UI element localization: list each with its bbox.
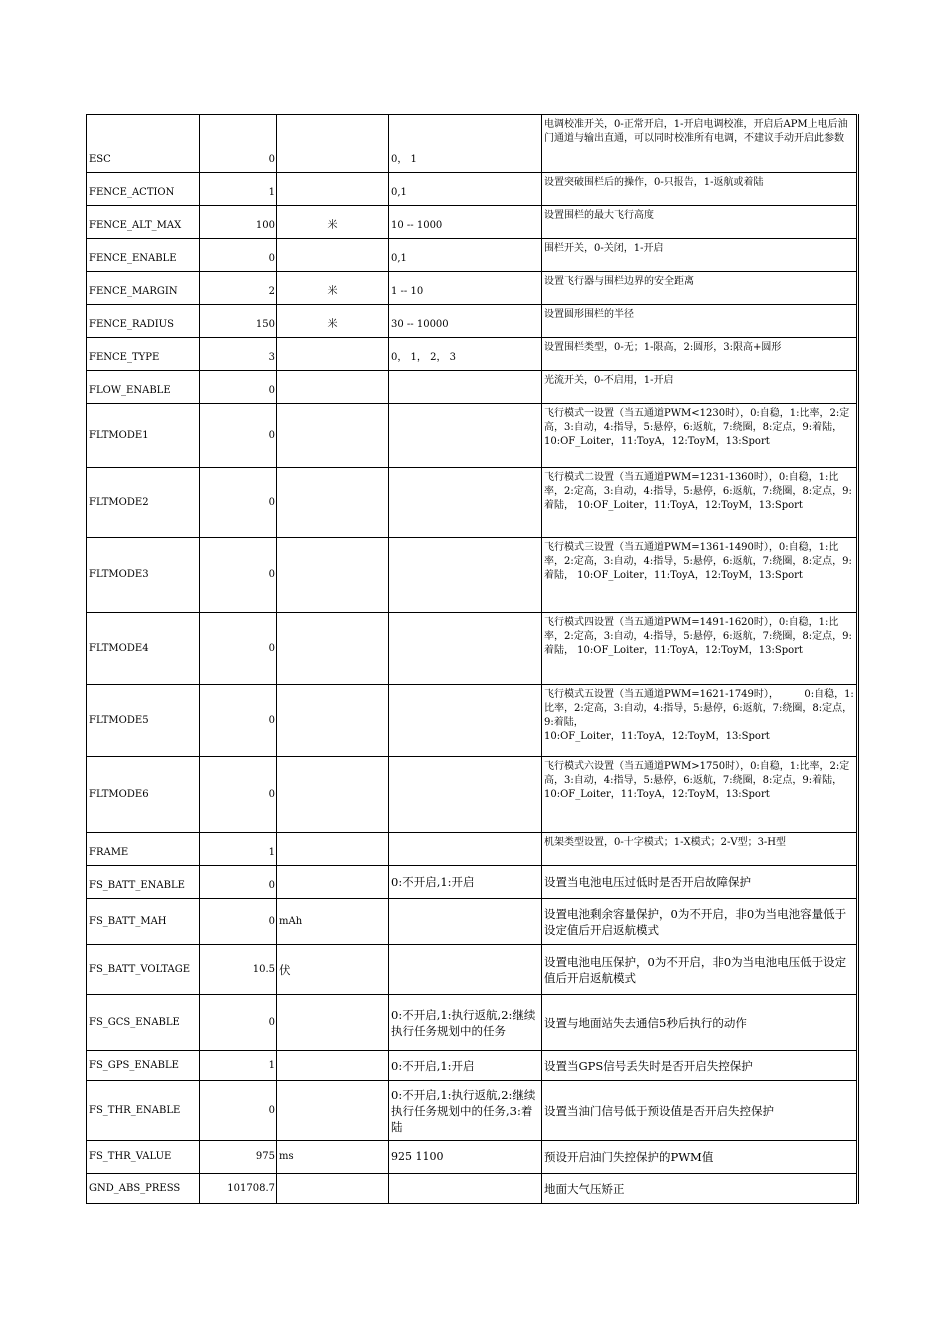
- param-name: FS_GCS_ENABLE: [87, 995, 200, 1051]
- param-name: FENCE_ACTION: [87, 173, 200, 206]
- param-description: 预设开启油门失控保护的PWM值: [542, 1141, 858, 1174]
- param-description: 飞行模式四设置（当五通道PWM=1491-1620时），0:自稳，1:比率，2:定高，3:自动，4:指导，5:悬停，6:返航，7:绕圈，8:定点，9:着陆， 10:OF_Loiter，11:ToyA，12:ToyM，13:Sport: [542, 613, 858, 685]
- param-unit: [277, 115, 389, 173]
- param-unit: [277, 1081, 389, 1141]
- param-name: FS_BATT_MAH: [87, 899, 200, 945]
- param-value: 101708.7: [200, 1174, 277, 1204]
- param-value: 0: [200, 685, 277, 757]
- param-range: 925 1100: [389, 1141, 542, 1174]
- param-description: 地面大气压矫正: [542, 1174, 858, 1204]
- param-value: 0: [200, 404, 277, 468]
- param-unit: [277, 173, 389, 206]
- param-description: 电调校准开关，0-正常开启，1-开启电调校准，开启后APM上电后油门通道与输出直通，可以同时校准所有电调，不建议手动开启此参数: [542, 115, 858, 173]
- param-value: 0: [200, 468, 277, 538]
- param-description: 设置当油门信号低于预设值是否开启失控保护: [542, 1081, 858, 1141]
- param-value: 0: [200, 613, 277, 685]
- param-name: FLTMODE3: [87, 538, 200, 613]
- table-row: [87, 338, 858, 371]
- param-description: 设置当GPS信号丢失时是否开启失控保护: [542, 1051, 858, 1081]
- table-row: [87, 404, 858, 468]
- param-unit: [277, 371, 389, 404]
- table-row: [87, 833, 858, 866]
- param-description: 设置围栏类型，0-无；1-限高，2:圆形，3:限高+圆形: [542, 338, 858, 371]
- param-unit: 米: [277, 305, 389, 338]
- table-row: [87, 1081, 858, 1141]
- param-name: FLTMODE2: [87, 468, 200, 538]
- param-name: FRAME: [87, 833, 200, 866]
- param-value: 0: [200, 371, 277, 404]
- param-description: 设置当电池电压过低时是否开启故障保护: [542, 866, 858, 899]
- param-unit: [277, 866, 389, 899]
- param-name: ESC: [87, 115, 200, 173]
- param-description: 设置围栏的最大飞行高度: [542, 206, 858, 239]
- param-range: [389, 899, 542, 945]
- param-description: 飞行模式五设置（当五通道PWM=1621-1749时）， 0:自稳，1:比率，2:定高，3:自动，4:指导，5:悬停，6:返航，7:绕圈，8:定点，9:着陆， 10:OF_Loiter，11:ToyA，12:ToyM，13:Sport: [542, 685, 858, 757]
- param-description: 设置飞行器与围栏边界的安全距离: [542, 272, 858, 305]
- table-row: [87, 899, 858, 945]
- param-description: 飞行模式一设置（当五通道PWM<1230时），0:自稳，1:比率，2:定高，3:自动，4:指导，5:悬停，6:返航，7:绕圈，8:定点，9:着陆，10:OF_Loiter，11:ToyA，12:ToyM，13:Sport: [542, 404, 858, 468]
- param-value: 0: [200, 115, 277, 173]
- param-range: 30 -- 10000: [389, 305, 542, 338]
- param-range: 0:不开启,1:开启: [389, 1051, 542, 1081]
- param-unit: [277, 338, 389, 371]
- param-range: [389, 404, 542, 468]
- param-name: FENCE_ALT_MAX: [87, 206, 200, 239]
- param-unit: mAh: [277, 899, 389, 945]
- param-range: [389, 757, 542, 833]
- table-row: [87, 1141, 858, 1174]
- param-value: 100: [200, 206, 277, 239]
- param-range: [389, 468, 542, 538]
- param-name: FS_BATT_ENABLE: [87, 866, 200, 899]
- param-unit: [277, 468, 389, 538]
- param-name: FENCE_RADIUS: [87, 305, 200, 338]
- param-unit: [277, 239, 389, 272]
- param-unit: [277, 538, 389, 613]
- table-row: [87, 173, 858, 206]
- table-row: [87, 1174, 858, 1204]
- table-row: [87, 1051, 858, 1081]
- param-description: 飞行模式二设置（当五通道PWM=1231-1360时），0:自稳，1:比率，2:定高，3:自动，4:指导，5:悬停，6:返航，7:绕圈，8:定点，9:着陆， 10:OF_Loiter，11:ToyA，12:ToyM，13:Sport: [542, 468, 858, 538]
- table-row: [87, 945, 858, 995]
- param-range: [389, 833, 542, 866]
- param-value: 0: [200, 538, 277, 613]
- param-name: FS_BATT_VOLTAGE: [87, 945, 200, 995]
- param-unit: 米: [277, 206, 389, 239]
- table-row: [87, 538, 858, 613]
- param-value: 0: [200, 1081, 277, 1141]
- param-unit: [277, 833, 389, 866]
- param-range: 0:不开启,1:执行返航,2:继续执行任务规划中的任务: [389, 995, 542, 1051]
- param-name: FLTMODE6: [87, 757, 200, 833]
- param-range: 1 -- 10: [389, 272, 542, 305]
- table-row: [87, 371, 858, 404]
- param-value: 1: [200, 173, 277, 206]
- param-name: GND_ABS_PRESS: [87, 1174, 200, 1204]
- param-value: 0: [200, 899, 277, 945]
- param-value: 0: [200, 995, 277, 1051]
- table-row: [87, 239, 858, 272]
- param-description: 飞行模式六设置（当五通道PWM>1750时），0:自稳，1:比率，2:定高，3:自动，4:指导，5:悬停，6:返航，7:绕圈，8:定点，9:着陆，10:OF_Loiter，11:ToyA，12:ToyM，13:Sport: [542, 757, 858, 833]
- param-range: 10 -- 1000: [389, 206, 542, 239]
- param-unit: [277, 995, 389, 1051]
- param-unit: 米: [277, 272, 389, 305]
- param-range: 0,1: [389, 173, 542, 206]
- param-range: [389, 685, 542, 757]
- param-name: FENCE_MARGIN: [87, 272, 200, 305]
- param-value: 0: [200, 866, 277, 899]
- param-name: FS_THR_VALUE: [87, 1141, 200, 1174]
- param-unit: [277, 404, 389, 468]
- param-description: 设置圆形围栏的半径: [542, 305, 858, 338]
- param-range: [389, 1174, 542, 1204]
- param-name: FLTMODE1: [87, 404, 200, 468]
- param-description: 光流开关，0-不启用，1-开启: [542, 371, 858, 404]
- table-row: [87, 206, 858, 239]
- param-range: [389, 538, 542, 613]
- param-value: 150: [200, 305, 277, 338]
- param-name: FLTMODE4: [87, 613, 200, 685]
- table-row: [87, 995, 858, 1051]
- param-description: 设置与地面站失去通信5秒后执行的动作: [542, 995, 858, 1051]
- param-range: 0:不开启,1:开启: [389, 866, 542, 899]
- param-range: 0， 1， 2， 3: [389, 338, 542, 371]
- param-description: 机架类型设置，0-十字模式；1-X模式；2-V型；3-H型: [542, 833, 858, 866]
- param-range: [389, 371, 542, 404]
- param-value: 1: [200, 833, 277, 866]
- param-range: [389, 945, 542, 995]
- param-description: 设置电池剩余容量保护，0为不开启，非0为当电池容量低于设定值后开启返航模式: [542, 899, 858, 945]
- param-value: 3: [200, 338, 277, 371]
- param-unit: [277, 1051, 389, 1081]
- table-row: [87, 685, 858, 757]
- param-value: 2: [200, 272, 277, 305]
- param-name: FENCE_TYPE: [87, 338, 200, 371]
- param-range: 0,1: [389, 239, 542, 272]
- param-unit: [277, 613, 389, 685]
- param-unit: [277, 685, 389, 757]
- table-row: [87, 613, 858, 685]
- param-range: 0:不开启,1:执行返航,2:继续执行任务规划中的任务,3:着陆: [389, 1081, 542, 1141]
- parameter-table: [86, 114, 859, 1204]
- param-value: 0: [200, 757, 277, 833]
- param-unit: [277, 757, 389, 833]
- param-value: 975: [200, 1141, 277, 1174]
- param-name: FLTMODE5: [87, 685, 200, 757]
- param-value: 1: [200, 1051, 277, 1081]
- table-row: [87, 115, 858, 173]
- param-range: 0， 1: [389, 115, 542, 173]
- param-unit: ms: [277, 1141, 389, 1174]
- table-row: [87, 757, 858, 833]
- param-unit: 伏: [277, 945, 389, 995]
- param-description: 围栏开关，0-关闭，1-开启: [542, 239, 858, 272]
- param-range: [389, 613, 542, 685]
- table-row: [87, 866, 858, 899]
- param-value: 10.5: [200, 945, 277, 995]
- param-description: 飞行模式三设置（当五通道PWM=1361-1490时），0:自稳，1:比率，2:定高，3:自动，4:指导，5:悬停，6:返航，7:绕圈，8:定点，9:着陆， 10:OF_Loiter，11:ToyA，12:ToyM，13:Sport: [542, 538, 858, 613]
- param-description: 设置突破围栏后的操作，0-只报告，1-返航或着陆: [542, 173, 858, 206]
- table-row: [87, 272, 858, 305]
- param-unit: [277, 1174, 389, 1204]
- param-value: 0: [200, 239, 277, 272]
- param-name: FS_THR_ENABLE: [87, 1081, 200, 1141]
- param-name: FS_GPS_ENABLE: [87, 1051, 200, 1081]
- param-name: FENCE_ENABLE: [87, 239, 200, 272]
- param-description: 设置电池电压保护，0为不开启，非0为当电池电压低于设定值后开启返航模式: [542, 945, 858, 995]
- table-row: [87, 305, 858, 338]
- table-row: [87, 468, 858, 538]
- param-name: FLOW_ENABLE: [87, 371, 200, 404]
